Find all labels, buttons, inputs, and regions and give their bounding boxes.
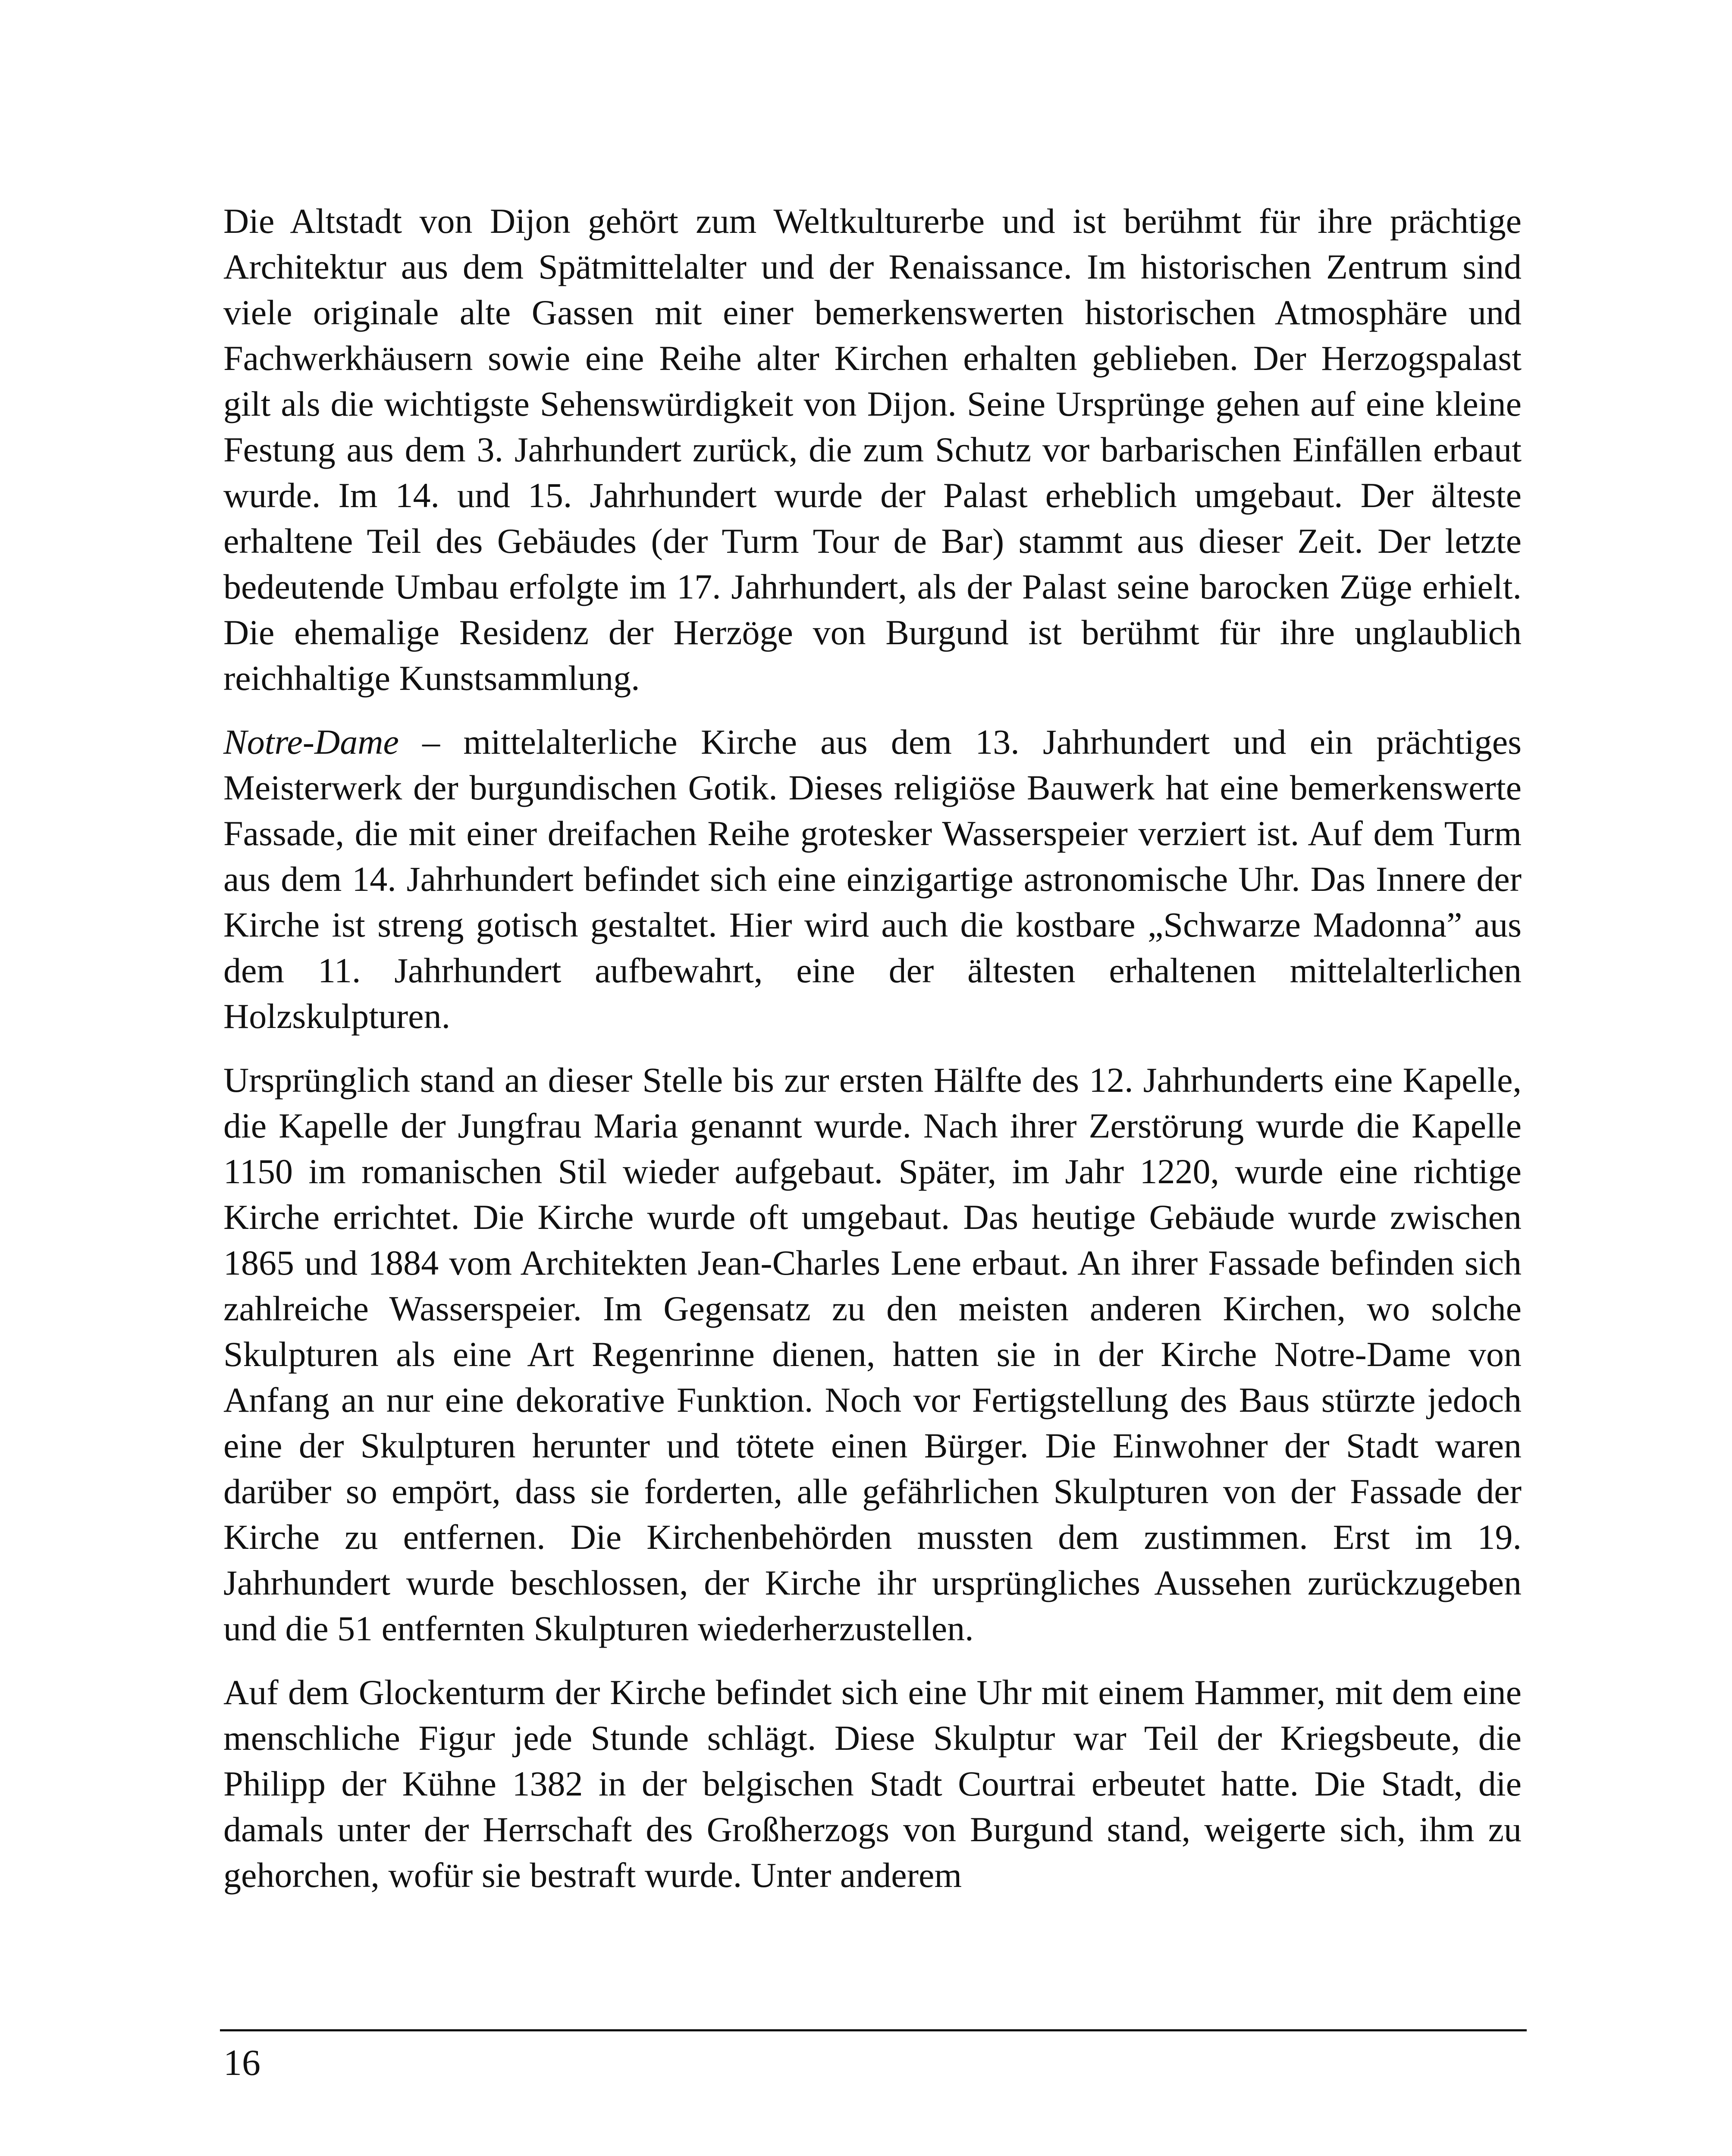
paragraph-text: – mittelalterliche Kirche aus dem 13. Jahrhundert und ein prächtiges Meisterwerk der burgundischen Gotik. Dieses religiöse Bauwerk hat eine bemerkenswerte Fassade, die mit einer dreifachen Reihe grotesker Wasserspeier verziert ist. Auf dem Turm aus dem 14. Jahrhundert befindet sich eine einzigartige astronomische Uhr. Das Innere der Kirche ist streng gotisch gestaltet. Hier wird auch die kostbare „Schwarze Madonna” aus dem 11. Jahrhundert aufbewahrt, eine der ältesten erhaltenen mittelalterlichen Holzskulpturen. — [223, 722, 1522, 1036]
paragraph-text: Die Altstadt von Dijon gehört zum Weltkulturerbe und ist berühmt für ihre prächtige Architektur aus dem Spätmittelalter und der Renaissance. Im historischen Zentrum sind viele originale alte Gassen mit einer bemerkenswerten historischen Atmosphäre und Fachwerkhäusern sowie eine Reihe alter Kirchen erhalten geblieben. Der Herzogspalast gilt als die wichtigste Sehenswürdigkeit von Dijon. Seine Ursprünge gehen auf eine kleine Festung aus dem 3. Jahrhundert zurück, die zum Schutz vor barbarischen Einfällen erbaut wurde. Im 14. und 15. Jahrhundert wurde der Palast erheblich umgebaut. Der älteste erhaltene Teil des Gebäudes (der Turm Tour de Bar) stammt aus dieser Zeit. Der letzte bedeutende Umbau erfolgte im 17. Jahrhundert, als der Palast seine barocken Züge erhielt. Die ehemalige Residenz der Herzöge von Burgund ist berühmt für ihre unglaublich reichhaltige Kunstsammlung. — [223, 201, 1522, 698]
paragraph-bell-tower — [223, 1670, 1522, 1898]
paragraph-lead-notre-dame: Notre-Dame — [223, 722, 399, 761]
paragraph-text: Auf dem Glockenturm der Kirche befindet sich eine Uhr mit einem Hammer, mit dem eine menschliche Figur jede Stunde schlägt. Diese Skulptur war Teil der Kriegsbeute, die Philipp der Kühne 1382 in der belgischen Stadt Courtrai erbeutet hatte. Die Stadt, die damals unter der Herrschaft des Großherzogs von Burgund stand, weigerte sich, ihm zu gehorchen, wofür sie bestraft wurde. Unter anderem — [223, 1673, 1522, 1895]
footer-rule — [220, 2029, 1527, 2031]
paragraph-history — [223, 1057, 1522, 1651]
page-body — [223, 198, 1522, 1916]
page-number: 16 — [223, 2042, 260, 2083]
paragraph-altstadt — [223, 198, 1522, 701]
paragraph-notre-dame — [223, 719, 1522, 1039]
paragraph-text: Ursprünglich stand an dieser Stelle bis zur ersten Hälfte des 12. Jahrhunderts eine Kapelle, die Kapelle der Jungfrau Maria genannt wurde. Nach ihrer Zerstörung wurde die Kapelle 1150 im romanischen Stil wieder aufgebaut. Später, im Jahr 1220, wurde eine richtige Kirche errichtet. Die Kirche wurde oft umgebaut. Das heutige Gebäude wurde zwischen 1865 und 1884 vom Architekten Jean-Charles Lene erbaut. An ihrer Fassade befinden sich zahlreiche Wasserspeier. Im Gegensatz zu den meisten anderen Kirchen, wo solche Skulpturen als eine Art Regenrinne dienen, hatten sie in der Kirche Notre-Dame von Anfang an nur eine dekorative Funktion. Noch vor Fertigstellung des Baus stürzte jedoch eine der Skulpturen herunter und tötete einen Bürger. Die Einwohner der Stadt waren darüber so empört, dass sie forderten, alle gefährlichen Skulpturen von der Fassade der Kirche zu entfernen. Die Kirchenbehörden mussten dem zustimmen. Erst im 19. Jahrhundert wurde beschlossen, der Kirche ihr ursprüngliches Aussehen zurückzugeben und die 51 entfernten Skulpturen wiederherzustellen. — [223, 1060, 1522, 1648]
